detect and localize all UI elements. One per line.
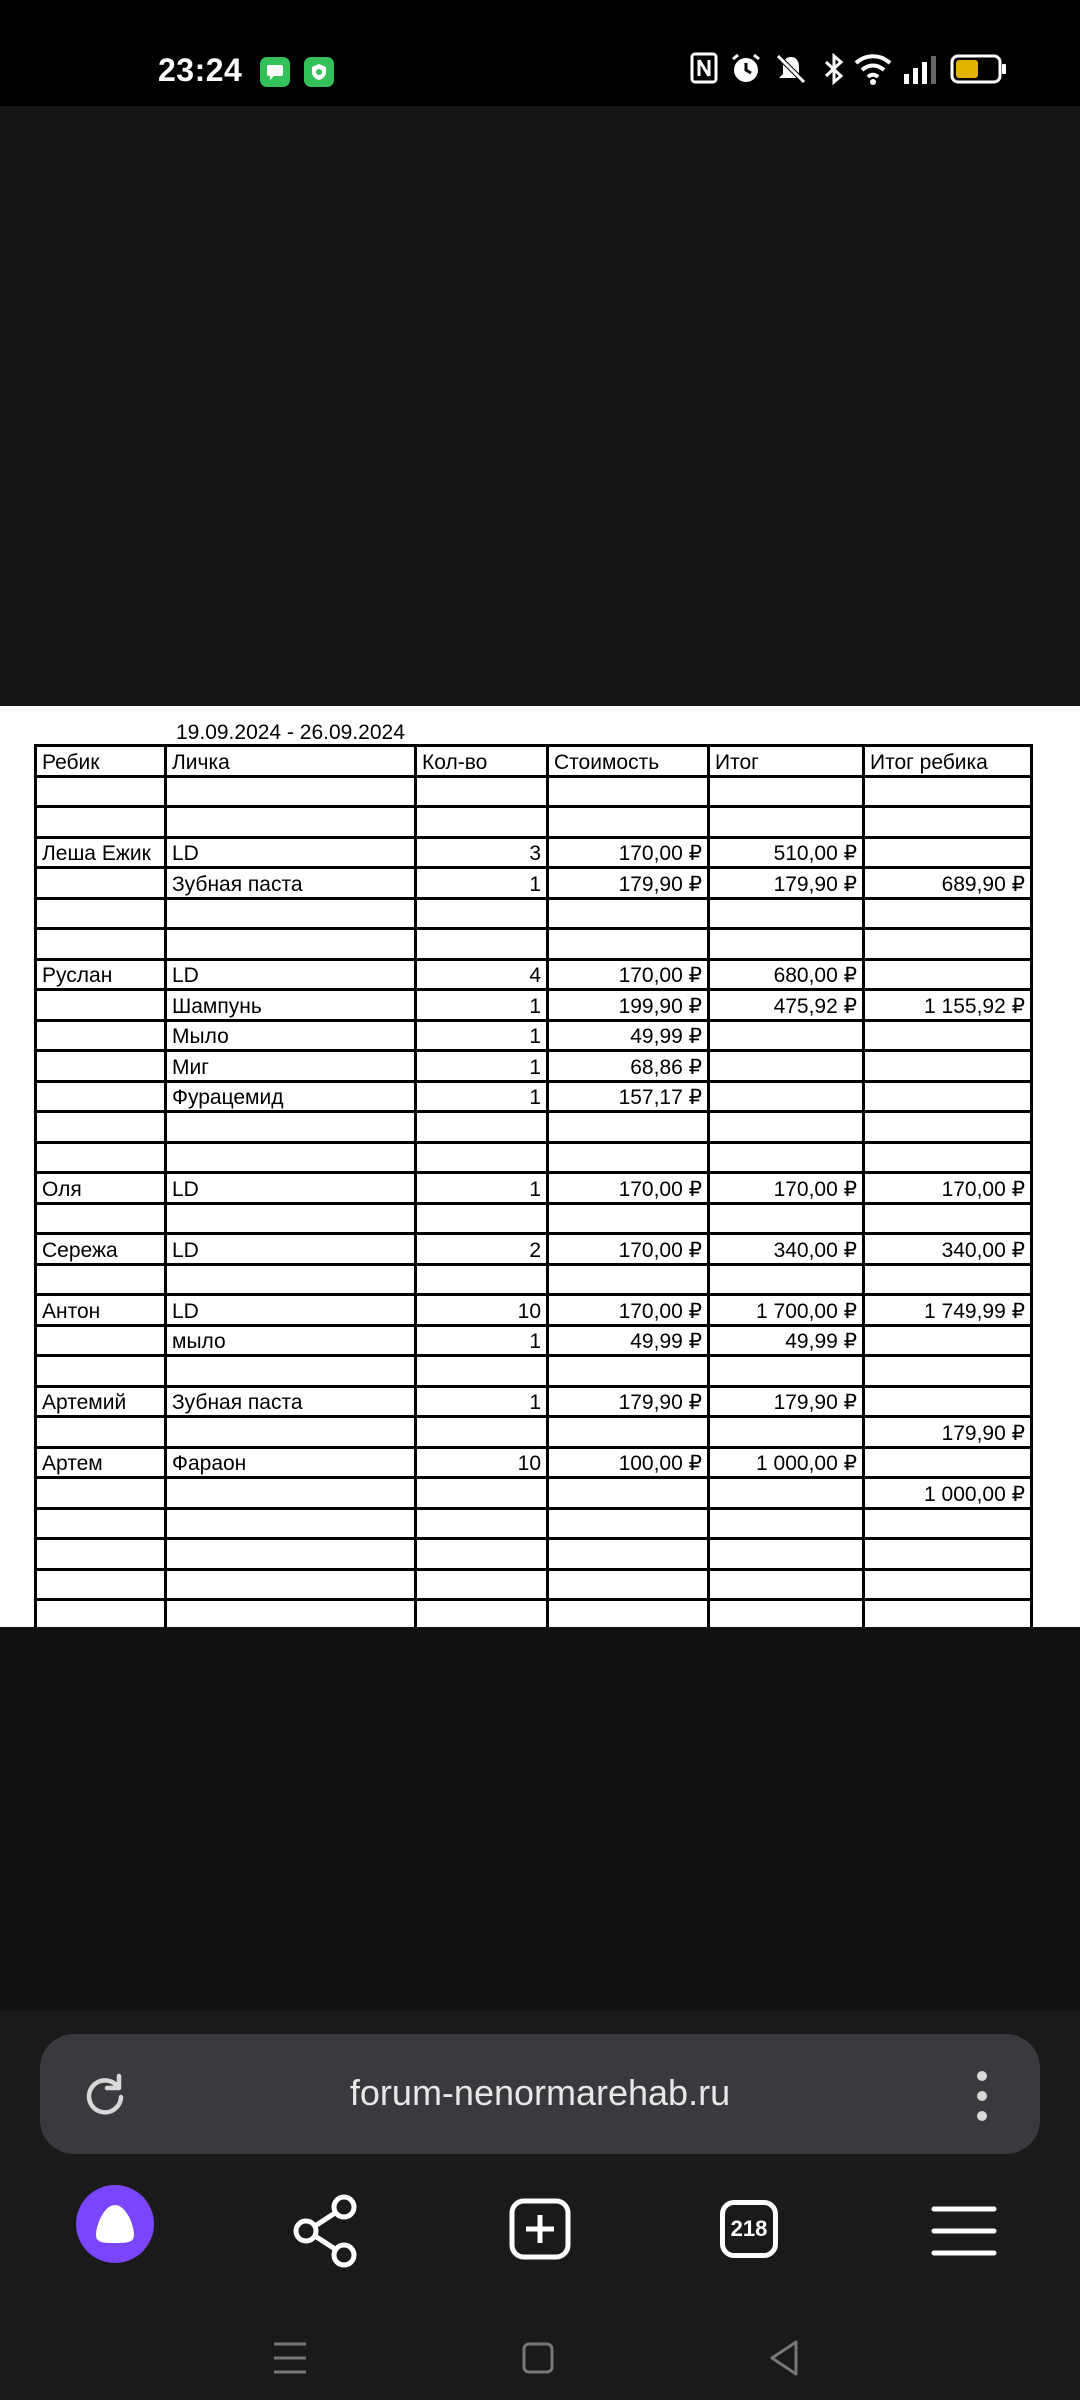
- table-cell[interactable]: [709, 1142, 864, 1173]
- table-cell[interactable]: [416, 1417, 548, 1448]
- table-cell[interactable]: 10: [416, 1447, 548, 1478]
- table-cell[interactable]: 179,90 ₽: [709, 868, 864, 899]
- header-cell: Итог: [709, 746, 864, 777]
- table-cell[interactable]: [864, 837, 1032, 868]
- table-cell[interactable]: [416, 1203, 548, 1234]
- table-cell[interactable]: [864, 1081, 1032, 1112]
- table-row: [36, 1325, 1032, 1356]
- table-cell[interactable]: [36, 1051, 166, 1082]
- table-cell[interactable]: LD: [166, 837, 416, 868]
- table-cell[interactable]: [709, 1264, 864, 1295]
- table-cell[interactable]: [166, 1600, 416, 1628]
- table-cell[interactable]: [166, 1112, 416, 1143]
- table-cell[interactable]: Антон: [36, 1295, 166, 1326]
- table-row: [36, 1569, 1032, 1600]
- browser-bottom-bar: [0, 2010, 1080, 2400]
- table-cell[interactable]: [864, 1203, 1032, 1234]
- table-cell[interactable]: [864, 1539, 1032, 1570]
- table-cell[interactable]: [864, 1508, 1032, 1539]
- table-cell[interactable]: [416, 1264, 548, 1295]
- table-cell[interactable]: [864, 1325, 1032, 1356]
- table-cell[interactable]: Фараон: [166, 1447, 416, 1478]
- table-cell[interactable]: 157,17 ₽: [548, 1081, 709, 1112]
- table-cell[interactable]: 1 700,00 ₽: [709, 1295, 864, 1326]
- table-row: [36, 1447, 1032, 1478]
- shield-icon: [304, 57, 334, 87]
- browser-toolbar: [0, 2180, 1080, 2290]
- table-cell[interactable]: 1 000,00 ₽: [709, 1447, 864, 1478]
- nfc-icon: [690, 52, 718, 84]
- table-cell[interactable]: [709, 1020, 864, 1051]
- table-cell[interactable]: [166, 1569, 416, 1600]
- table-cell[interactable]: [416, 929, 548, 960]
- table-cell[interactable]: [864, 1020, 1032, 1051]
- table-row: [36, 1356, 1032, 1387]
- table-cell[interactable]: 170,00 ₽: [548, 1173, 709, 1204]
- table-cell[interactable]: [166, 1539, 416, 1570]
- table-cell[interactable]: [548, 1569, 709, 1600]
- table-cell[interactable]: [548, 807, 709, 838]
- table-cell[interactable]: [548, 1356, 709, 1387]
- table-row: [36, 1173, 1032, 1204]
- table-cell[interactable]: [416, 898, 548, 929]
- table-cell[interactable]: 179,90 ₽: [548, 868, 709, 899]
- table-row: [36, 929, 1032, 960]
- table-cell[interactable]: Миг: [166, 1051, 416, 1082]
- table-cell[interactable]: [864, 929, 1032, 960]
- table-cell[interactable]: 1: [416, 1386, 548, 1417]
- address-bar[interactable]: [40, 2034, 1040, 2154]
- status-time: 23:24: [158, 52, 243, 88]
- table-cell[interactable]: Мыло: [166, 1020, 416, 1051]
- table-cell[interactable]: [36, 1356, 166, 1387]
- table-row: [36, 1142, 1032, 1173]
- table-cell[interactable]: 49,99 ₽: [548, 1020, 709, 1051]
- table-row: [36, 1203, 1032, 1234]
- table-cell[interactable]: 10: [416, 1295, 548, 1326]
- table-cell[interactable]: [864, 1264, 1032, 1295]
- table-row: [36, 990, 1032, 1021]
- table-cell[interactable]: 1: [416, 1020, 548, 1051]
- table-cell[interactable]: 1: [416, 990, 548, 1021]
- table-cell[interactable]: [36, 1264, 166, 1295]
- table-cell[interactable]: [548, 1203, 709, 1234]
- table-cell[interactable]: [548, 1264, 709, 1295]
- header-cell: Кол-во: [416, 746, 548, 777]
- table-cell[interactable]: 1 749,99 ₽: [864, 1295, 1032, 1326]
- battery-icon: [950, 52, 1008, 86]
- table-cell[interactable]: [166, 1264, 416, 1295]
- table-cell[interactable]: [709, 1081, 864, 1112]
- table-cell[interactable]: 1 155,92 ₽: [864, 990, 1032, 1021]
- table-cell[interactable]: [166, 807, 416, 838]
- back-icon[interactable]: [766, 2338, 802, 2378]
- table-cell[interactable]: [864, 1447, 1032, 1478]
- tabs-count-button[interactable]: 218: [720, 2200, 778, 2258]
- table-cell[interactable]: [166, 1142, 416, 1173]
- table-cell[interactable]: 4: [416, 959, 548, 990]
- table-cell[interactable]: [416, 776, 548, 807]
- table-cell[interactable]: 49,99 ₽: [709, 1325, 864, 1356]
- table-cell[interactable]: 170,00 ₽: [709, 1173, 864, 1204]
- more-menu-icon[interactable]: [976, 2070, 988, 2122]
- table-cell[interactable]: 170,00 ₽: [548, 959, 709, 990]
- table-cell[interactable]: [709, 1203, 864, 1234]
- spreadsheet-table: [34, 744, 1033, 1627]
- table-row: [36, 1234, 1032, 1265]
- table-row: [36, 776, 1032, 807]
- table-row: [36, 1386, 1032, 1417]
- table-cell[interactable]: [416, 807, 548, 838]
- table-cell[interactable]: [864, 1112, 1032, 1143]
- table-cell[interactable]: [864, 807, 1032, 838]
- table-cell[interactable]: 1: [416, 868, 548, 899]
- table-cell[interactable]: Зубная паста: [166, 868, 416, 899]
- alarm-icon: [730, 52, 762, 84]
- status-bar: [0, 0, 1080, 106]
- table-cell[interactable]: [709, 1112, 864, 1143]
- table-row: [36, 1478, 1032, 1509]
- table-cell[interactable]: [36, 898, 166, 929]
- table-cell[interactable]: [36, 1203, 166, 1234]
- table-cell[interactable]: [36, 776, 166, 807]
- table-row: [36, 1295, 1032, 1326]
- table-row: [36, 1264, 1032, 1295]
- table-cell[interactable]: [864, 1600, 1032, 1628]
- table-cell[interactable]: [864, 1569, 1032, 1600]
- header-cell: Личка: [166, 746, 416, 777]
- table-cell[interactable]: [709, 807, 864, 838]
- home-icon[interactable]: [520, 2340, 556, 2376]
- table-cell[interactable]: Артемий: [36, 1386, 166, 1417]
- table-cell[interactable]: [548, 776, 709, 807]
- table-cell[interactable]: Фурацемид: [166, 1081, 416, 1112]
- table-cell[interactable]: [709, 898, 864, 929]
- table-cell[interactable]: [548, 1478, 709, 1509]
- table-cell[interactable]: [709, 1478, 864, 1509]
- table-cell[interactable]: [416, 1539, 548, 1570]
- table-cell[interactable]: 1 000,00 ₽: [864, 1478, 1032, 1509]
- spreadsheet-page[interactable]: [0, 706, 1080, 1627]
- table-row: [36, 1051, 1032, 1082]
- table-cell[interactable]: [864, 959, 1032, 990]
- table-cell[interactable]: 199,90 ₽: [548, 990, 709, 1021]
- table-cell[interactable]: 170,00 ₽: [548, 1234, 709, 1265]
- table-cell[interactable]: [36, 807, 166, 838]
- table-cell[interactable]: [709, 776, 864, 807]
- table-row: [36, 868, 1032, 899]
- table-cell[interactable]: 689,90 ₽: [864, 868, 1032, 899]
- table-cell[interactable]: [416, 1478, 548, 1509]
- table-cell[interactable]: 179,90 ₽: [548, 1386, 709, 1417]
- table-cell[interactable]: 1: [416, 1325, 548, 1356]
- table-cell[interactable]: [36, 1600, 166, 1628]
- table-cell[interactable]: [166, 898, 416, 929]
- document-viewer[interactable]: [0, 106, 1080, 1520]
- table-row: [36, 1417, 1032, 1448]
- table-cell[interactable]: [36, 1020, 166, 1051]
- table-cell[interactable]: Зубная паста: [166, 1386, 416, 1417]
- table-cell[interactable]: [36, 1417, 166, 1448]
- table-row: [36, 1508, 1032, 1539]
- url-text[interactable]: forum-nenormarehab.ru: [349, 2072, 731, 2113]
- table-cell[interactable]: 100,00 ₽: [548, 1447, 709, 1478]
- signal-icon: [902, 52, 938, 86]
- messages-icon: [260, 57, 290, 87]
- table-cell[interactable]: 170,00 ₽: [864, 1173, 1032, 1204]
- header-cell: Итог ребика: [864, 746, 1032, 777]
- table-cell[interactable]: 179,90 ₽: [864, 1417, 1032, 1448]
- table-cell[interactable]: [709, 1356, 864, 1387]
- header-cell: Стоимость: [548, 746, 709, 777]
- table-cell[interactable]: [166, 1478, 416, 1509]
- table-cell[interactable]: 170,00 ₽: [548, 1295, 709, 1326]
- table-cell[interactable]: [36, 868, 166, 899]
- table-cell[interactable]: [864, 1386, 1032, 1417]
- mute-icon: [774, 52, 808, 86]
- header-row: [36, 746, 1032, 777]
- table-cell[interactable]: 340,00 ₽: [864, 1234, 1032, 1265]
- table-row: [36, 1020, 1032, 1051]
- table-cell[interactable]: [416, 1112, 548, 1143]
- table-cell[interactable]: LD: [166, 1234, 416, 1265]
- table-cell[interactable]: Оля: [36, 1173, 166, 1204]
- table-cell[interactable]: [36, 929, 166, 960]
- table-cell[interactable]: [36, 1539, 166, 1570]
- table-cell[interactable]: 179,90 ₽: [709, 1386, 864, 1417]
- table-cell[interactable]: [166, 1203, 416, 1234]
- bluetooth-icon: [822, 52, 846, 86]
- table-cell[interactable]: [166, 776, 416, 807]
- table-cell[interactable]: [166, 1508, 416, 1539]
- table-cell[interactable]: [864, 1051, 1032, 1082]
- table-cell[interactable]: [864, 1142, 1032, 1173]
- table-cell[interactable]: 170,00 ₽: [548, 837, 709, 868]
- table-cell[interactable]: Артем: [36, 1447, 166, 1478]
- table-cell[interactable]: [36, 990, 166, 1021]
- share-icon[interactable]: [278, 2182, 378, 2282]
- date-range: 19.09.2024 - 26.09.2024: [176, 721, 405, 744]
- table-cell[interactable]: LD: [166, 1173, 416, 1204]
- table-cell[interactable]: [548, 1417, 709, 1448]
- alice-assistant-icon[interactable]: [76, 2185, 154, 2263]
- table-cell[interactable]: 1: [416, 1081, 548, 1112]
- table-cell[interactable]: 68,86 ₽: [548, 1051, 709, 1082]
- table-row: [36, 1539, 1032, 1570]
- table-cell[interactable]: [548, 1539, 709, 1570]
- table-row: [36, 898, 1032, 929]
- hamburger-menu-icon[interactable]: [914, 2182, 1014, 2282]
- table-cell[interactable]: [416, 1600, 548, 1628]
- table-cell[interactable]: [709, 1508, 864, 1539]
- table-cell[interactable]: 340,00 ₽: [709, 1234, 864, 1265]
- table-cell[interactable]: [36, 1508, 166, 1539]
- table-cell[interactable]: [36, 1478, 166, 1509]
- table-cell[interactable]: [864, 898, 1032, 929]
- system-navigation-bar: [0, 2310, 1080, 2400]
- table-row: [36, 1081, 1032, 1112]
- table-cell[interactable]: Сережа: [36, 1234, 166, 1265]
- table-cell[interactable]: [864, 1356, 1032, 1387]
- table-row: [36, 959, 1032, 990]
- table-cell[interactable]: [548, 1508, 709, 1539]
- table-cell[interactable]: Шампунь: [166, 990, 416, 1021]
- wifi-icon: [854, 52, 892, 86]
- table-cell[interactable]: мыло: [166, 1325, 416, 1356]
- table-cell[interactable]: 3: [416, 837, 548, 868]
- table-cell[interactable]: [36, 1569, 166, 1600]
- table-cell[interactable]: 510,00 ₽: [709, 837, 864, 868]
- recent-apps-icon[interactable]: [270, 2340, 310, 2376]
- table-cell[interactable]: [548, 929, 709, 960]
- table-cell[interactable]: LD: [166, 959, 416, 990]
- table-row: [36, 1600, 1032, 1628]
- table-cell[interactable]: [709, 1569, 864, 1600]
- table-cell[interactable]: Леша Ежик: [36, 837, 166, 868]
- table-cell[interactable]: Руслан: [36, 959, 166, 990]
- table-row: [36, 1112, 1032, 1143]
- table-cell[interactable]: [548, 1600, 709, 1628]
- table-cell[interactable]: [416, 1142, 548, 1173]
- table-cell[interactable]: LD: [166, 1295, 416, 1326]
- table-cell[interactable]: [166, 1356, 416, 1387]
- table-cell[interactable]: 1: [416, 1173, 548, 1204]
- table-cell[interactable]: [548, 1142, 709, 1173]
- table-cell[interactable]: [416, 1569, 548, 1600]
- table-cell[interactable]: [36, 1142, 166, 1173]
- table-cell[interactable]: 680,00 ₽: [709, 959, 864, 990]
- table-cell[interactable]: [709, 1539, 864, 1570]
- table-cell[interactable]: [709, 929, 864, 960]
- table-cell[interactable]: [416, 1356, 548, 1387]
- table-cell[interactable]: 49,99 ₽: [548, 1325, 709, 1356]
- table-row: [36, 807, 1032, 838]
- table-cell[interactable]: [864, 776, 1032, 807]
- header-cell: Ребик: [36, 746, 166, 777]
- new-tab-icon[interactable]: [490, 2182, 590, 2282]
- table-cell[interactable]: [709, 1417, 864, 1448]
- table-cell[interactable]: 2: [416, 1234, 548, 1265]
- table-cell[interactable]: [166, 929, 416, 960]
- table-cell[interactable]: [548, 1112, 709, 1143]
- table-cell[interactable]: [36, 1325, 166, 1356]
- table-cell[interactable]: [709, 1051, 864, 1082]
- table-cell[interactable]: [416, 1508, 548, 1539]
- table-cell[interactable]: [548, 898, 709, 929]
- table-cell[interactable]: 475,92 ₽: [709, 990, 864, 1021]
- table-cell[interactable]: 1: [416, 1051, 548, 1082]
- table-cell[interactable]: [36, 1081, 166, 1112]
- table-cell[interactable]: [166, 1417, 416, 1448]
- table-row: [36, 837, 1032, 868]
- table-cell[interactable]: [709, 1600, 864, 1628]
- table-cell[interactable]: [36, 1112, 166, 1143]
